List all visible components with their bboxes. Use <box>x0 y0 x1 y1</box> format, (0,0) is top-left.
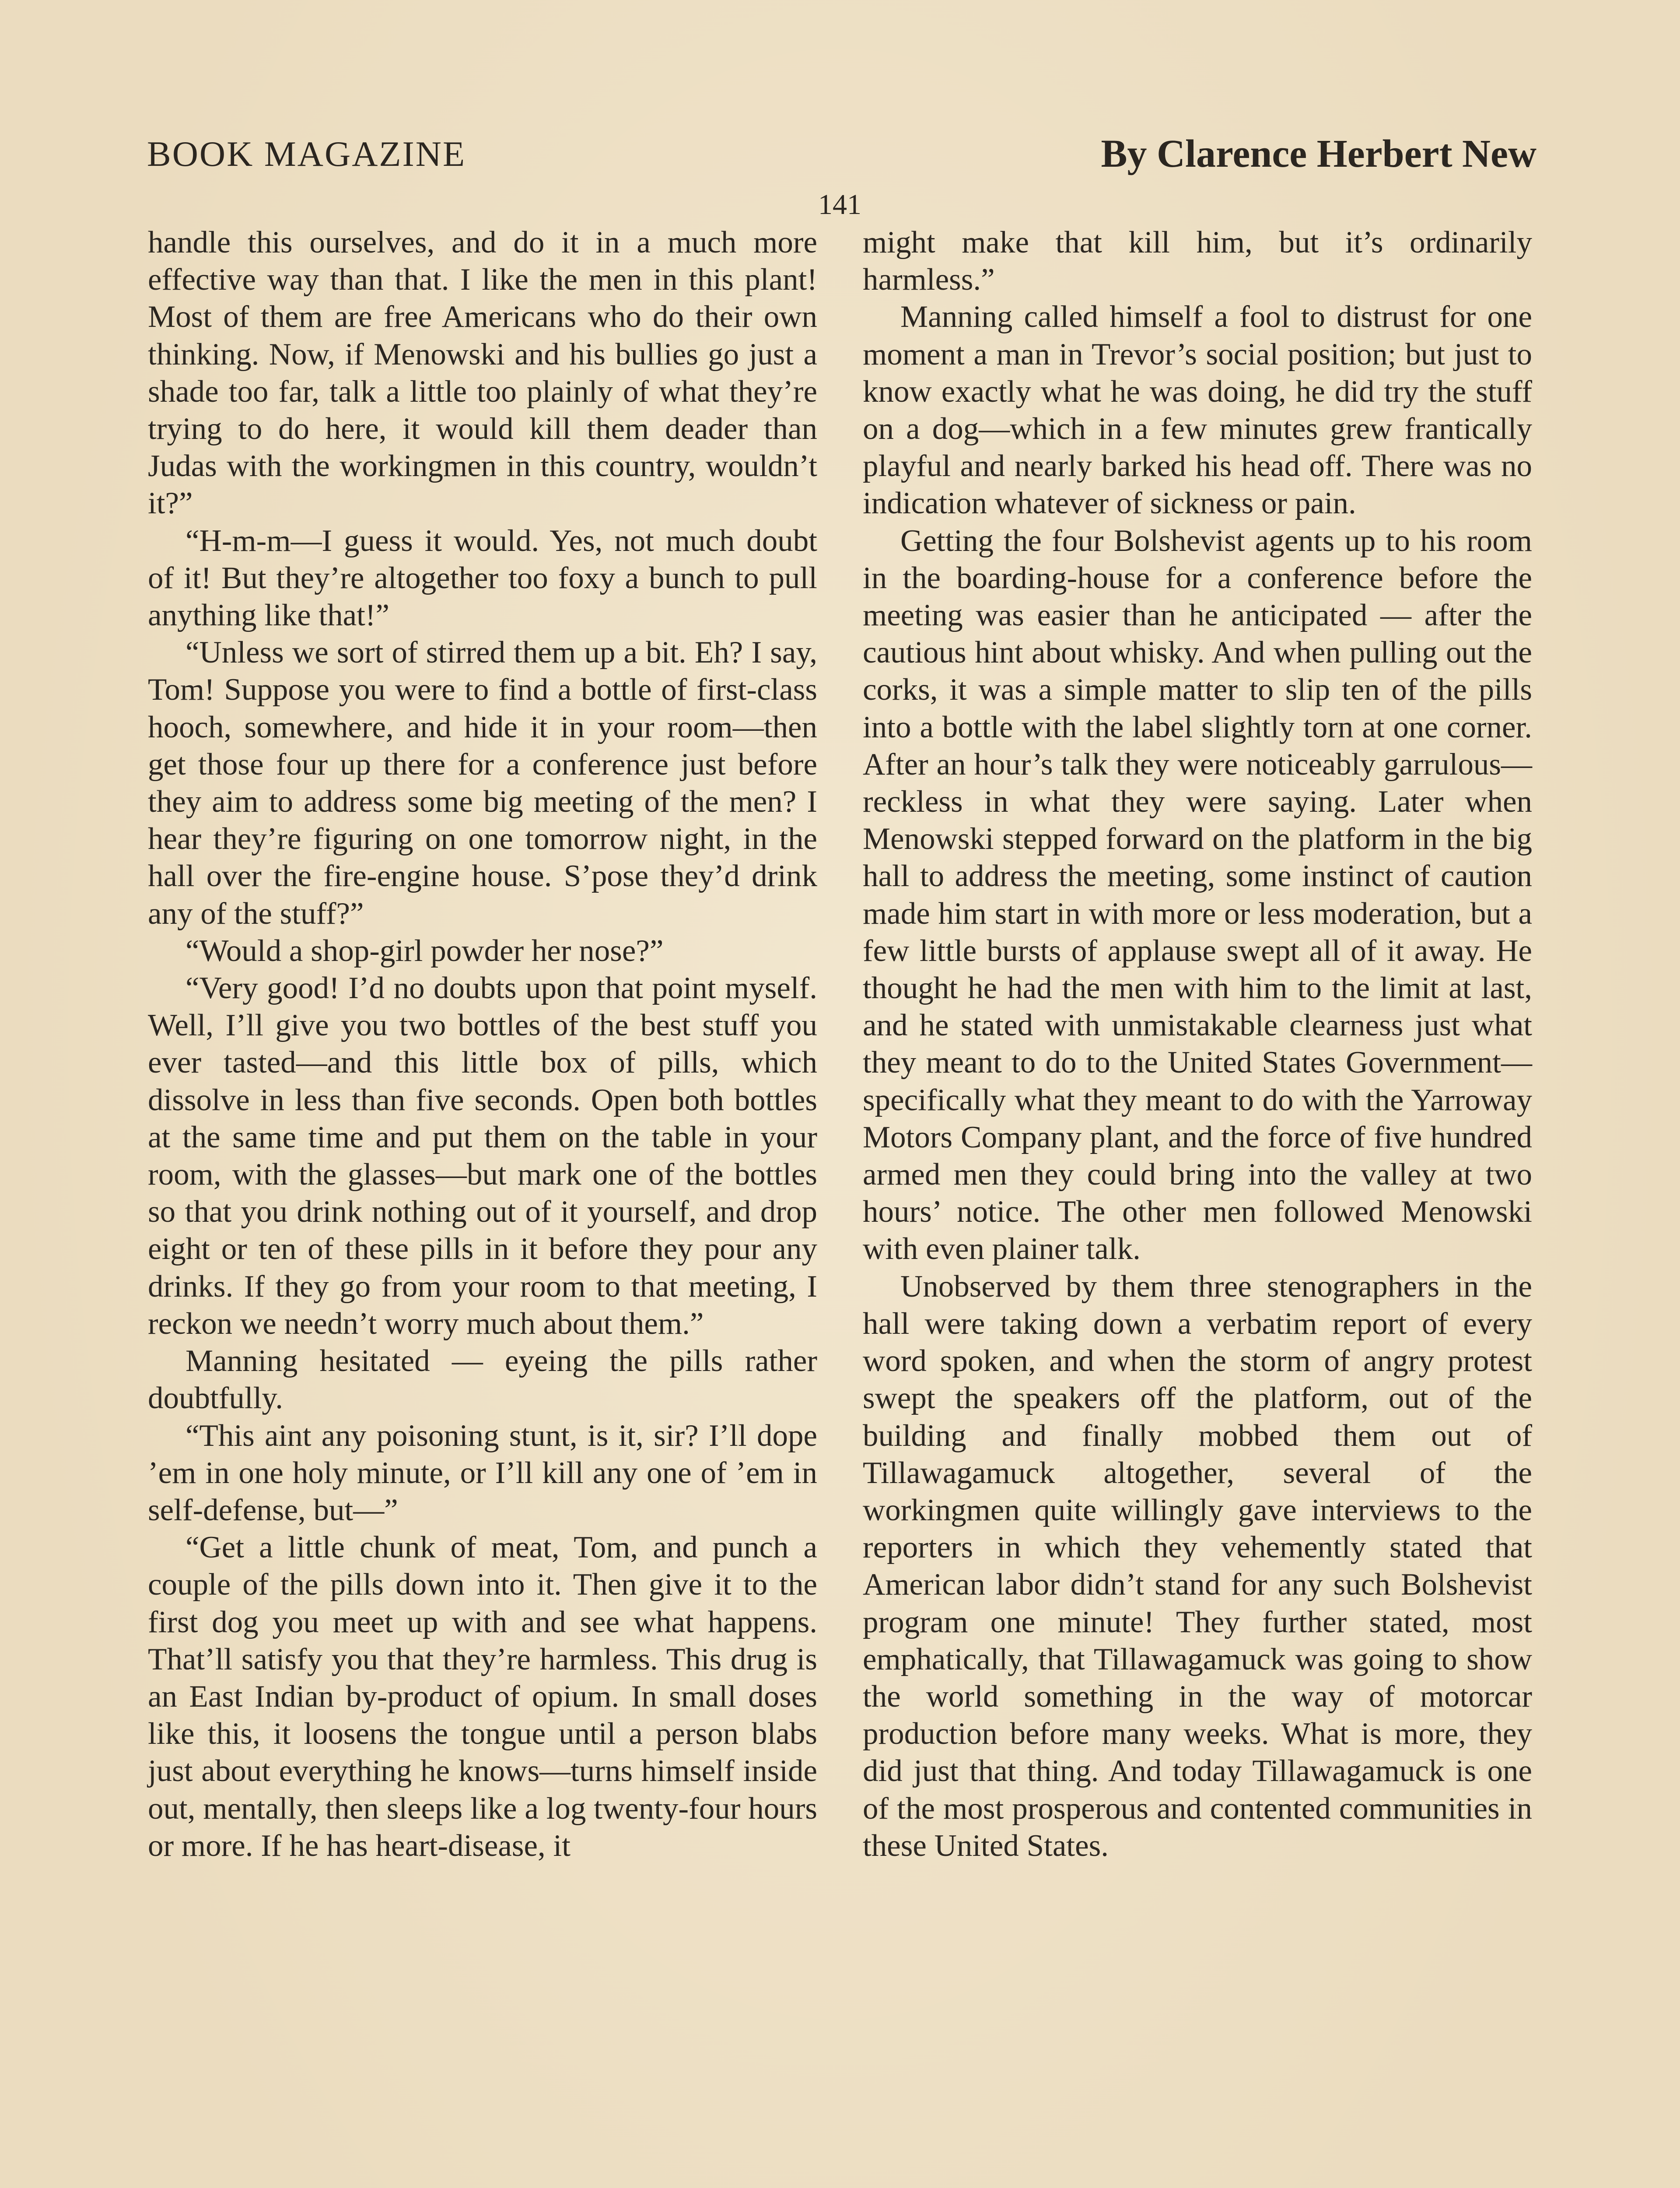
page-number: 141 <box>818 189 861 221</box>
paragraph: Manning hesitated — eyeing the pills rather doubtfully. <box>148 1344 817 1416</box>
paragraph: “H-m-m—I guess it would. Yes, not much doubt of it! But they’re altogether too foxy a bunch to pull anything like that!” <box>148 523 817 633</box>
paragraph: “Get a little chunk of meat, Tom, and punch a couple of the pills down into it. Then give it to the first dog you meet up with and see what happens. That’ll satisfy you that they’re harmless. This drug is an East Indian by-product of opium. In small doses like this, it loosens the tongue until a person blabs just about everything he knows—turns himself inside out, mentally, then sleeps like a log twenty-four hours or more. If he has heart-disease, it <box>148 1530 817 1863</box>
right-text-column <box>863 224 1532 1865</box>
paragraph: “Very good! I’d no doubts upon that point myself. Well, I’ll give you two bottles of the best stuff you ever tasted—and this little box of pills, which dissolve in less than five seconds. Open both bottles at the same time and put them on the table in your room, with the glasses—but mark one of the bottles so that you drink nothing out of it yourself, and drop eight or ten of these pills in it before they pour any drinks. If they go from your room to that meeting, I reckon we needn’t worry much about them.” <box>148 971 817 1341</box>
paragraph: “This aint any poisoning stunt, is it, sir? I’ll dope ’em in one holy minute, or I’ll kill any one of ’em in self-defense, but—” <box>148 1418 817 1527</box>
paragraph: “Unless we sort of stirred them up a bit. Eh? I say, Tom! Suppose you were to find a bottle of first-class hooch, somewhere, and hide it in your room—then get those four up there for a conference just before they aim to address some big meeting of the men? I hear they’re figuring on one tomorrow night, in the hall over the fire-engine house. S’pose they’d drink any of the stuff?” <box>148 635 817 931</box>
paragraph: Getting the four Bolshevist agents up to his room in the boarding-house for a conference before the meeting was easier than he anticipated — after the cautious hint about whisky. And when pulling out the corks, it was a simple matter to slip ten of the pills into a bottle with the label slightly torn at one corner. After an hour’s talk they were noticeably garrulous—reckless in what they were saying. Later when Menowski stepped forward on the platform in the big hall to address the meeting, some instinct of caution made him start in with more or less moderation, but a few little bursts of applause swept all of it away. He thought he had the men with him to the limit at last, and he stated with unmistakable clearness just what they meant to do to the United States Government—specifically what they meant to do with the Yarroway Motors Company plant, and the force of five hundred armed men they could bring into the valley at two hours’ notice. The other men followed Menowski with even plainer talk. <box>863 523 1532 1266</box>
paragraph: might make that kill him, but it’s ordinarily harmless.” <box>863 225 1532 297</box>
left-text-column <box>148 224 817 1865</box>
paragraph: Manning called himself a fool to distrust for one moment a man in Trevor’s social position; but just to know exactly what he was doing, he did try the stuff on a dog—which in a few minutes grew frantically playful and nearly barked his head off. There was no indication whatever of sickness or pain. <box>863 300 1532 521</box>
paragraph: handle this ourselves, and do it in a much more effective way than that. I like the men in this plant! Most of them are free Americans who do their own thinking. Now, if Menowski and his bullies go just a shade too far, talk a little too plainly of what they’re trying to do here, it would kill them deader than Judas with the workingmen in this country, wouldn’t it?” <box>148 225 817 521</box>
paragraph: Unobserved by them three stenographers in the hall were taking down a verbatim report of every word spoken, and when the storm of angry protest swept the speakers off the platform, out of the building and finally mobbed them out of Tillawagamuck altogether, several of the workingmen quite willingly gave interviews to the reporters in which they vehemently stated that American labor didn’t stand for any such Bolshevist program one minute! They further stated, most emphatically, that Tillawagamuck was going to show the world something in the way of motorcar production before many weeks. What is more, they did just that thing. And today Tillawagamuck is one of the most prosperous and contented communities in these United States. <box>863 1269 1532 1863</box>
author-byline: By Clarence Herbert New <box>1101 132 1536 175</box>
magazine-title: BOOK MAGAZINE <box>147 134 466 174</box>
paragraph: “Would a shop-girl powder her nose?” <box>186 933 664 968</box>
